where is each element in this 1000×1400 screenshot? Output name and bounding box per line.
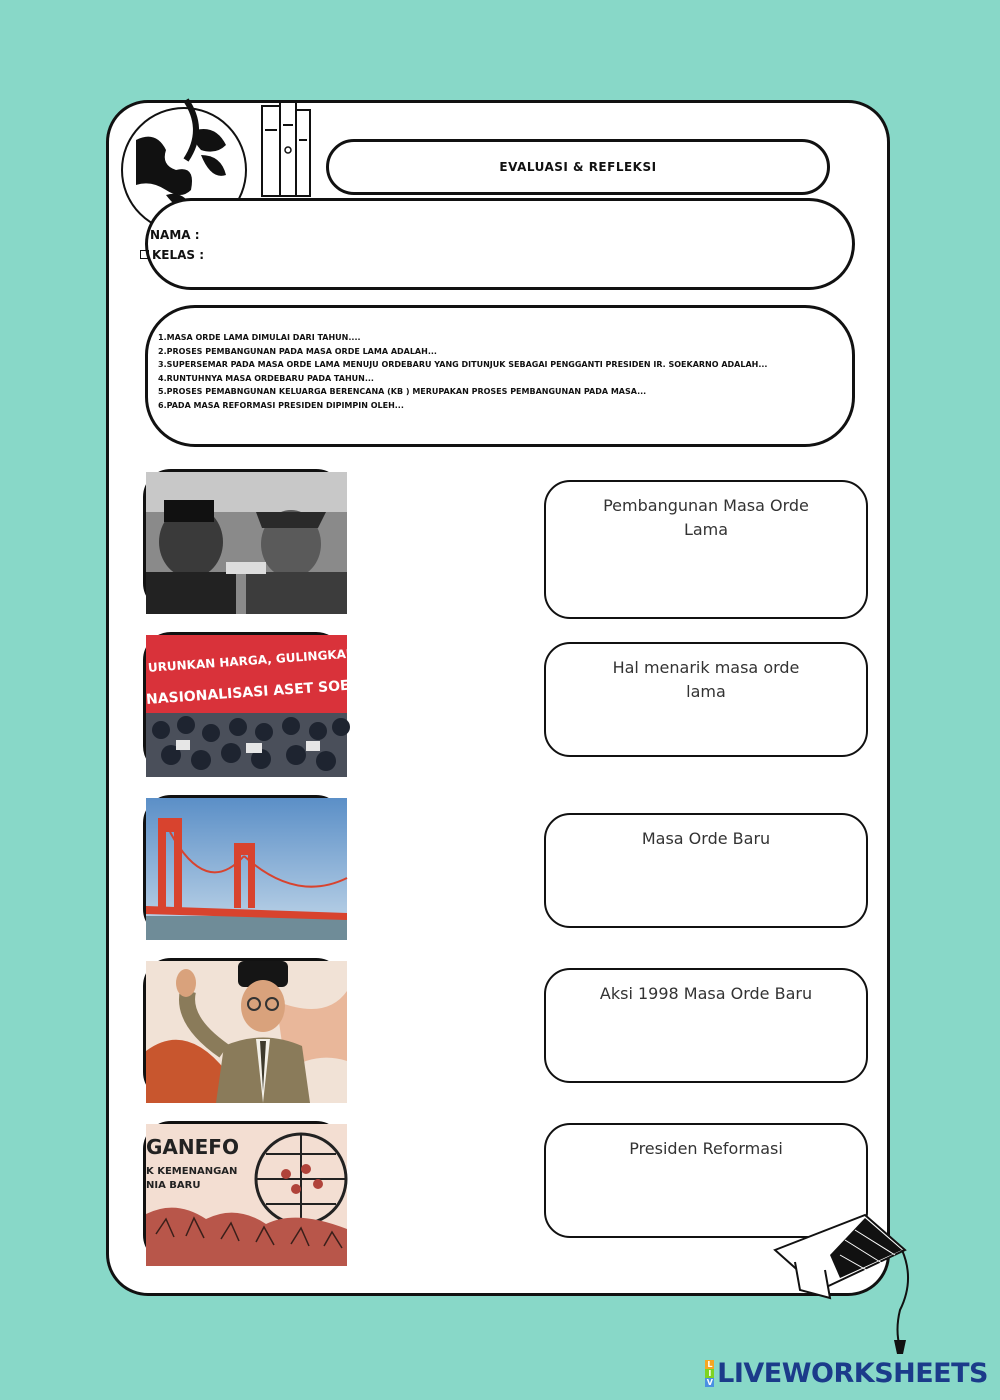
answer-label: Hal menarik masa orde lama	[612, 658, 800, 701]
question-item: 5.PROSES PEMABNGUNAN KELUARGA BERENCANA (KB ) MERUPAKAN PROSES PEMBANGUNAN PADA MASA...	[158, 387, 647, 397]
question-item: 1.MASA ORDE LAMA DIMULAI DARI TAHUN....	[158, 333, 361, 342]
ganefo-title: GANEFO	[146, 1135, 239, 1159]
brand-name: LIVEWORKSHEETS	[717, 1358, 988, 1389]
question-list	[158, 331, 848, 413]
answer-box-1[interactable]	[544, 480, 868, 619]
answer-box-3[interactable]	[544, 813, 868, 928]
banner-line-2: NASIONALISASI ASET SOEHARTO!!!	[145, 672, 424, 708]
logo-mark-icon: L I V	[706, 1360, 713, 1387]
ganefo-line-2: NIA BARU	[146, 1180, 201, 1191]
question-item: 6.PADA MASA REFORMASI PRESIDEN DIPIMPIN OLEH...	[158, 400, 404, 410]
photo-president[interactable]	[143, 958, 344, 1100]
ganefo-line-1: K KEMENANGAN	[146, 1166, 238, 1177]
photo-ganefo[interactable]	[143, 1121, 344, 1263]
answer-label: Presiden Reformasi	[629, 1139, 783, 1158]
question-item: 2.PROSES PEMBANGUNAN PADA MASA ORDE LAMA ADALAH...	[158, 346, 437, 356]
answer-box-4[interactable]	[544, 968, 868, 1083]
answer-label: Aksi 1998 Masa Orde Baru	[599, 984, 813, 1003]
checkbox-icon	[140, 248, 204, 262]
liveworksheets-logo[interactable]	[705, 1358, 988, 1389]
name-label: NAMA :	[150, 228, 200, 242]
answer-label: Pembangunan Masa Orde Lama	[603, 496, 809, 539]
identity-box	[145, 198, 855, 290]
class-label: KELAS :	[152, 248, 205, 262]
books-doodle	[260, 100, 315, 198]
question-item: 3.SUPERSEMAR PADA MASA ORDE LAMA MENUJU ORDEBARU YANG DITUNJUK SEBAGAI PENGGANTI PRESIDEN IR. SOEKARNO ADALAH...	[158, 360, 768, 370]
worksheet-title: EVALUASI & REFLEKSI	[326, 139, 830, 195]
photo-protest[interactable]	[143, 632, 434, 774]
answer-box-2[interactable]	[544, 642, 868, 757]
photo-soldiers[interactable]	[143, 469, 344, 611]
question-item: 4.RUNTUHNYA MASA ORDEBARU PADA TAHUN...	[158, 373, 374, 383]
graduation-cap-doodle	[770, 1210, 920, 1360]
banner-line-1: URUNKAN HARGA, GULINGKAN SOEHARTO	[147, 640, 434, 675]
answer-label: Masa Orde Baru	[641, 829, 771, 848]
photo-bridge[interactable]	[143, 795, 344, 937]
